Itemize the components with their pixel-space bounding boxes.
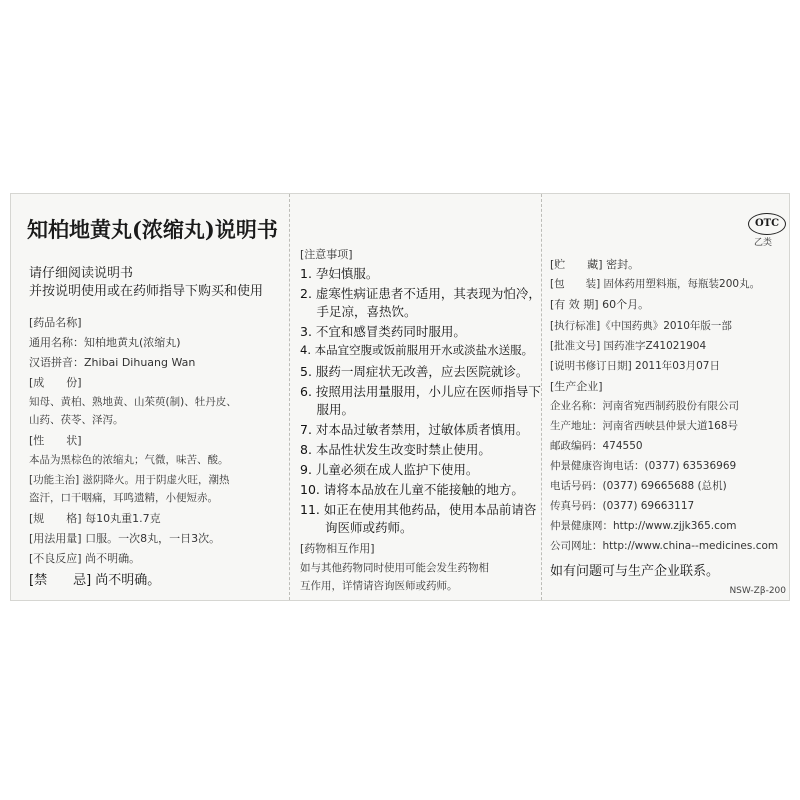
health-website: 仲景健康网：http://www.zjjk365.com: [550, 520, 737, 532]
health-hotline: 仲景健康咨询电话：(0377) 63536969: [550, 460, 737, 472]
otc-class: 乙类: [754, 238, 773, 248]
info-column: [541, 194, 792, 600]
precaution-item: 9. 儿童必须在成人监护下使用。: [300, 462, 479, 477]
indications-line: [功能主治] 滋阴降火。用于阴虚火旺，潮热: [29, 474, 230, 486]
phone-number: 电话号码：(0377) 69665688 (总机): [550, 480, 727, 492]
precaution-item: 4. 本品宜空腹或饭前服用开水或淡盐水送服。: [300, 343, 534, 357]
precaution-item: 6. 按照用法用量服用，小儿应在医师指导下: [300, 384, 541, 399]
specification: [规 格] 每10丸重1.7克: [29, 512, 161, 525]
pinyin-name: 汉语拼音：Zhibai Dihuang Wan: [29, 356, 196, 369]
ingredients-line: 知母、黄柏、熟地黄、山茱萸(制)、牡丹皮、: [29, 396, 237, 408]
leaflet-title: 知柏地黄丸(浓缩丸)说明书: [27, 217, 278, 242]
interaction-text: 互作用，详情请咨询医师或药师。: [300, 580, 458, 592]
precaution-item: 2. 虚寒性病证患者不适用，其表现为怕冷，: [300, 286, 541, 301]
revision-date: [说明书修订日期] 2011年03月07日: [550, 360, 720, 372]
approval-number: [批准文号] 国药准字Z41021904: [550, 340, 707, 352]
ingredients-line: 山药、茯苓、泽泻。: [29, 414, 124, 426]
precaution-item: 7. 对本品过敏者禁用，过敏体质者慎用。: [300, 422, 529, 437]
storage: [贮 藏] 密封。: [550, 258, 640, 271]
company-name: 企业名称：河南省宛西制药股份有限公司: [550, 400, 739, 412]
expiry: [有 效 期] 60个月。: [550, 298, 650, 311]
left-column: [11, 194, 286, 600]
standard: [执行标准]《中国药典》2010年版一部: [550, 320, 732, 332]
precaution-item: 服用。: [300, 402, 354, 417]
postal-code: 邮政编码：474550: [550, 440, 643, 452]
manufacturer-heading: [生产企业]: [550, 380, 603, 393]
generic-name: 通用名称：知柏地黄丸(浓缩丸): [29, 336, 181, 349]
indications-line: 盗汗，口干咽痛，耳鸣遗精，小便短赤。: [29, 492, 218, 504]
otc-badge: OTC: [748, 213, 786, 235]
company-website: 公司网址：http://www.china--medicines.com: [550, 540, 779, 552]
fax-number: 传真号码：(0377) 69663117: [550, 500, 695, 512]
company-address: 生产地址：河南省西峡县仲景大道168号: [550, 420, 739, 432]
precaution-item: 1. 孕妇慎服。: [300, 266, 379, 281]
precautions-column: [289, 194, 542, 600]
interaction-text: 如与其他药物同时使用可能会发生药物相: [300, 562, 489, 574]
ingredients-heading: [成 份]: [29, 376, 82, 389]
interaction-heading: [药物相互作用]: [300, 542, 375, 555]
drug-name-heading: [药品名称]: [29, 316, 82, 329]
document-code: NSW-Zβ-200: [729, 586, 786, 596]
precaution-item: 3. 不宜和感冒类药同时服用。: [300, 324, 466, 339]
adverse-reactions: [不良反应] 尚不明确。: [29, 552, 141, 565]
appearance-text: 本品为黑棕色的浓缩丸；气微，味苦、酸。: [29, 454, 229, 466]
precaution-item: 8. 本品性状发生改变时禁止使用。: [300, 442, 491, 457]
packaging: [包 装] 固体药用塑料瓶，每瓶装200丸。: [550, 278, 761, 290]
leaflet-sheet: [10, 193, 790, 601]
precaution-item: 11. 如正在使用其他药品，使用本品前请咨: [300, 502, 537, 517]
dosage: [用法用量] 口服。一次8丸，一日3次。: [29, 532, 221, 545]
precaution-item: 10. 请将本品放在儿童不能接触的地方。: [300, 482, 524, 497]
precaution-item: 手足凉，喜热饮。: [300, 304, 417, 319]
contraindications: [禁 忌] 尚不明确。: [29, 573, 161, 588]
precaution-item: 5. 服药一周症状无改善，应去医院就诊。: [300, 364, 529, 379]
read-hint: 请仔细阅读说明书: [29, 266, 134, 281]
use-hint: 并按说明使用或在药师指导下购买和使用: [29, 284, 264, 299]
contact-note: 如有问题可与生产企业联系。: [550, 564, 720, 579]
appearance-heading: [性 状]: [29, 434, 82, 447]
precaution-item: 询医师或药师。: [300, 520, 413, 535]
precautions-heading: [注意事项]: [300, 248, 353, 261]
